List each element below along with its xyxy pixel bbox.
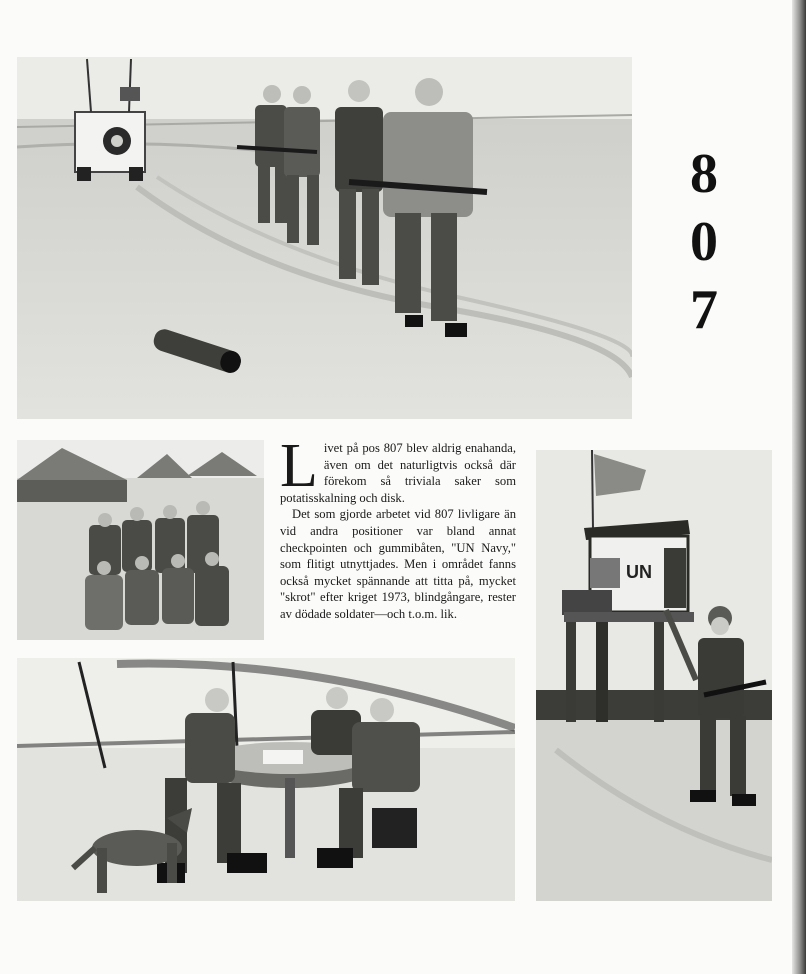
paragraph-1-text: ivet på pos 807 blev aldrig enahanda, även om det naturligtvis också där förekom så triviala saker som potatisskalning och disk. <box>280 441 516 505</box>
article-paragraph <box>280 432 516 506</box>
position-digit: 7 <box>690 279 718 341</box>
article-text <box>280 432 516 623</box>
position-digit: 8 <box>690 143 718 205</box>
paragraph-2-text: Det som gjorde arbetet vid 807 livligare än vid andra positioner var bland annat checkpointen och gummibåten, "UN Navy," som flitigt utnyttjades. Men i området fanns också mycket spännande att titta på, mycket "skrot" efter kriget 1973, blindgångare, rester av dödade soldater—och t.o.m. lik. <box>280 507 516 621</box>
map-table-photo <box>17 658 515 901</box>
page-edge-shadow <box>792 0 806 974</box>
position-digit: 0 <box>690 211 718 273</box>
patrol-photo <box>17 57 632 419</box>
position-number <box>672 140 736 344</box>
tower-sign-text: UN <box>626 562 652 582</box>
watchtower-photo <box>536 450 772 901</box>
drop-cap: L <box>280 432 318 500</box>
camp-group-photo <box>17 440 264 640</box>
